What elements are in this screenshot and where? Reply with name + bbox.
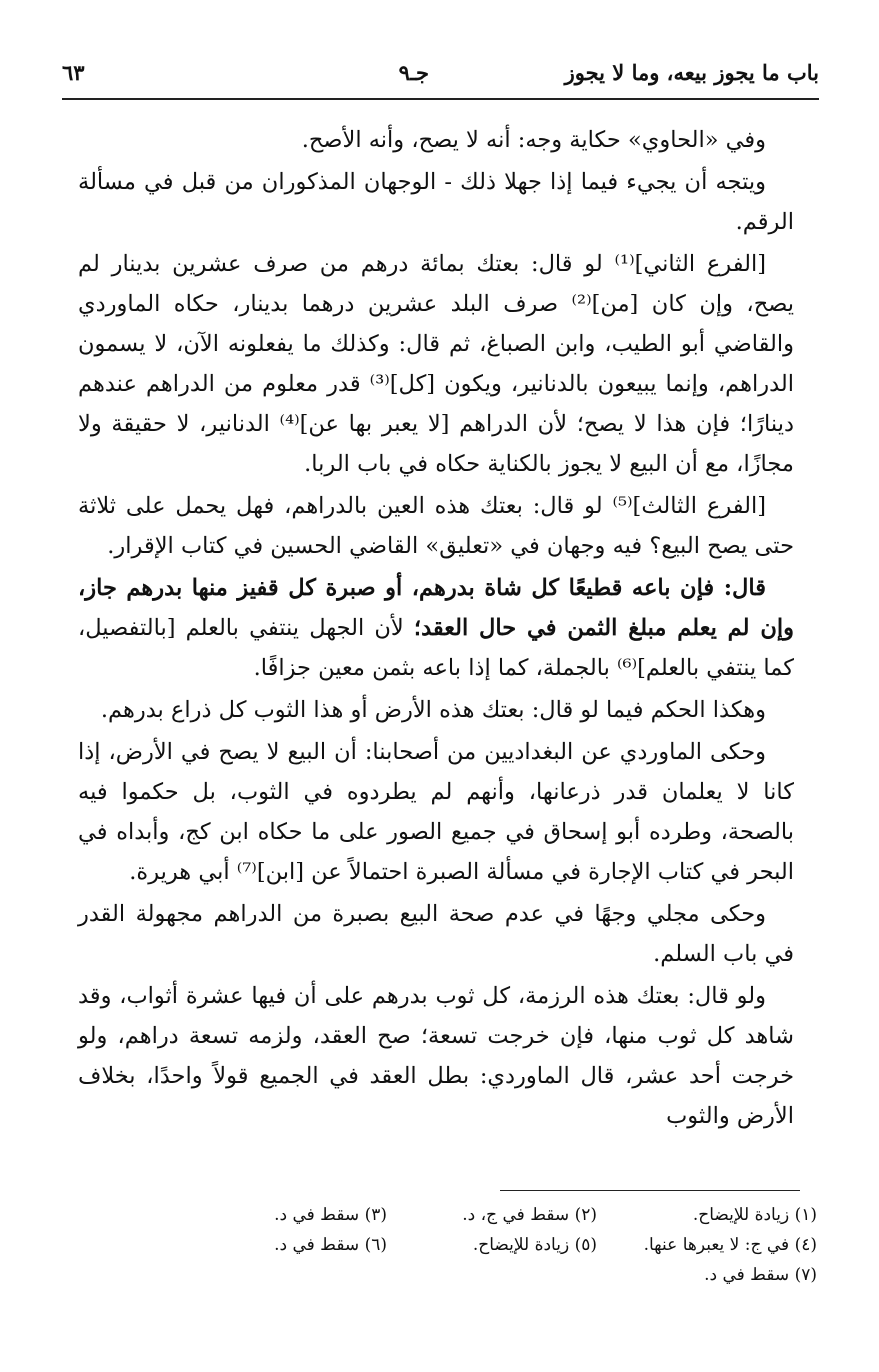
footnotes xyxy=(60,1200,817,1290)
page-number: ٦٣ xyxy=(62,60,85,85)
footnote-row xyxy=(60,1260,817,1290)
paragraph xyxy=(78,486,794,566)
paragraph-text: وفي «الحاوي» حكاية وجه: أنه لا يصح، وأنه الأصح. xyxy=(301,127,766,153)
footnote: (٥) زيادة للإيضاح. xyxy=(472,1235,597,1255)
footnote: (٢) سقط في ج، د. xyxy=(462,1205,597,1225)
main-text xyxy=(78,120,794,1138)
paragraph-text: لأن الجهل ينتفي بالعلم [بالتفصيل، كما ينتفي بالعلم]⁽⁶⁾ بالجملة، كما إذا باعه بثمن معين جزافًا. xyxy=(78,615,794,681)
footnote: (٣) سقط في د. xyxy=(274,1205,387,1225)
paragraph-text: وحكى مجلي وجهًا في عدم صحة البيع بصبرة من الدراهم مجهولة القدر في باب السلم. xyxy=(78,901,794,967)
paragraph xyxy=(78,244,794,484)
paragraph-text: ويتجه أن يجيء فيما إذا جهلا ذلك - الوجهان المذكوران من قبل في مسألة الرقم. xyxy=(78,169,794,235)
paragraph xyxy=(78,732,794,892)
chapter-title: باب ما يجوز بيعه، وما لا يجوز xyxy=(564,60,819,85)
paragraph-text: [الفرع الثالث]⁽⁵⁾ لو قال: بعتك هذه العين بالدراهم، فهل يحمل على ثلاثة حتى يصح البيع؟ فيه وجهان في «تعليق» القاضي الحسين في كتاب الإقرار. xyxy=(78,493,794,559)
paragraph xyxy=(78,120,794,160)
volume-label: جـ٩ xyxy=(398,60,429,85)
footnote-row xyxy=(60,1200,817,1230)
header-divider xyxy=(62,98,819,100)
footnote: (٤) في ج: لا يعبرها عنها. xyxy=(643,1235,817,1255)
footnote-row xyxy=(60,1230,817,1260)
paragraph xyxy=(78,690,794,730)
paragraph-text: وحكى الماوردي عن البغداديين من أصحابنا: أن البيع لا يصح في الأرض، إذا كانا لا يعلمان قدر ذرعانها، وأنهم لم يطردوه في الثوب، بل حكموا فيه بالصحة، وطرده أبو إسحاق في جميع الصور على ما حكاه ابن كج، وأبداه في البحر في كتاب الإجارة في مسألة الصبرة احتمالاً عن [ابن]⁽⁷⁾ أبي هريرة. xyxy=(78,739,794,885)
paragraph xyxy=(78,162,794,242)
footnote: (٦) سقط في د. xyxy=(274,1235,387,1255)
paragraph xyxy=(78,568,794,688)
paragraph xyxy=(78,894,794,974)
footnote: (١) زيادة للإيضاح. xyxy=(692,1205,817,1225)
paragraph xyxy=(78,976,794,1136)
paragraph-text: ولو قال: بعتك هذه الرزمة، كل ثوب بدرهم على أن فيها عشرة أثواب، وقد شاهد كل ثوب منها، فإن خرجت تسعة؛ صح العقد، ولزمه تسعة دراهم، ولو خرجت أحد عشر، قال الماوردي: بطل العقد في الجميع قولاً واحدًا، بخلاف الأرض والثوب xyxy=(78,983,794,1129)
footnote-divider xyxy=(500,1190,800,1191)
paragraph-text: [الفرع الثاني]⁽¹⁾ لو قال: بعتك بمائة درهم من صرف عشرين بدينار لم يصح، وإن كان [من]⁽²⁾ صرف البلد عشرين درهما بدينار، حكاه الماوردي والقاضي أبو الطيب، وابن الصباغ، ثم قال: وكذلك ما يفعلونه الآن، لا يسمون الدراهم، وإنما يبيعون بالدنانير، ويكون [كل]⁽³⁾ قدر معلوم من الدراهم عندهم دينارًا؛ فإن هذا لا يصح؛ لأن الدراهم [لا يعبر بها عن]⁽⁴⁾ الدنانير، لا حقيقة ولا مجازًا، مع أن البيع لا يجوز بالكناية حكاه في باب الربا. xyxy=(78,251,794,477)
running-header xyxy=(62,60,819,94)
paragraph-text: وهكذا الحكم فيما لو قال: بعتك هذه الأرض أو هذا الثوب كل ذراع بدرهم. xyxy=(100,697,766,723)
footnote: (٧) سقط في د. xyxy=(704,1265,817,1285)
matn-bold-text: قال: فإن باعه قطيعًا كل شاة بدرهم، أو صبرة كل قفيز منها بدرهم جاز، وإن لم يعلم مبلغ الثمن في حال العقد؛ xyxy=(78,575,794,641)
